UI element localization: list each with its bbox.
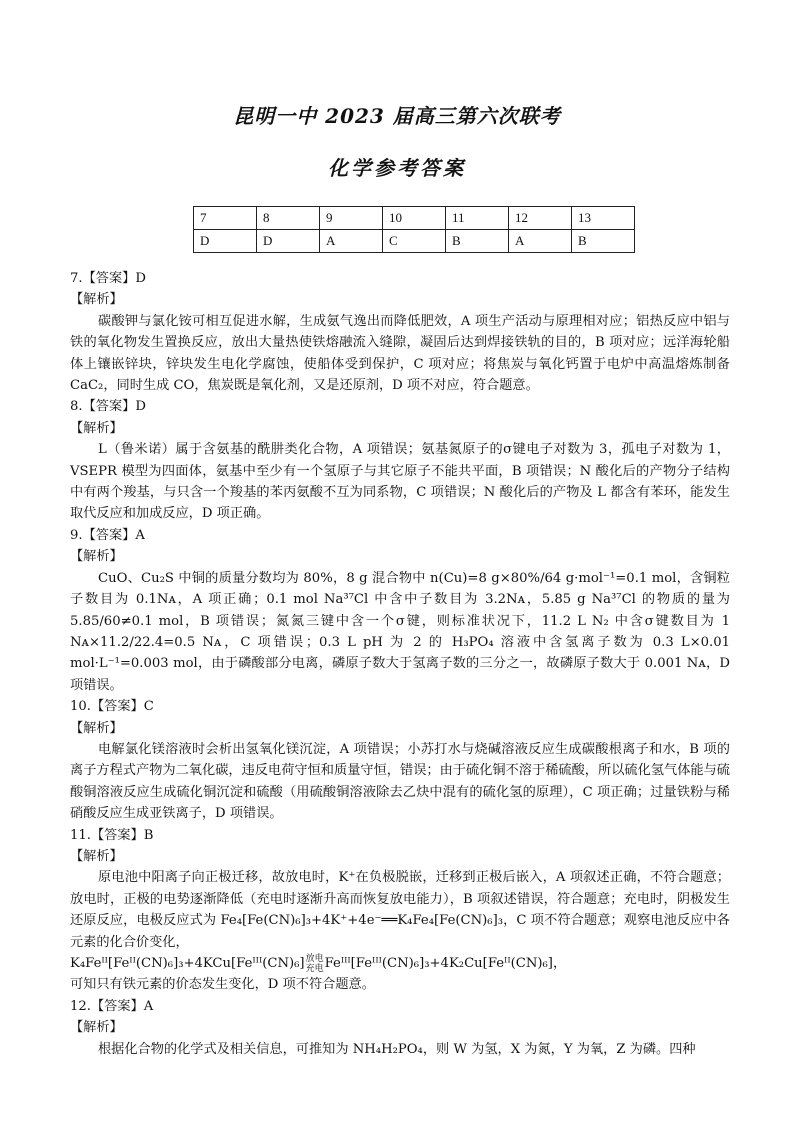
table-cell: 12 [509,207,572,230]
reaction-condition [306,954,324,974]
condition-charge: 充电 [305,963,324,974]
condition-discharge: 放电 [305,953,324,964]
table-cell: B [446,230,509,253]
analysis-label: 【解析】 [70,720,123,736]
page-subtitle: 化学参考答案 [328,156,466,180]
analysis-text: 电解氯化镁溶液时会析出氢氧化镁沉淀，A 项错误；小苏打水与烧碱溶液反应生成碳酸根离子和水，B 项的离子方程式产物为二氧化碳，违反电荷守恒和质量守恒，错误；由于硫化铜不溶于稀硫酸，所以硫化氢气体能与硫酸铜溶液反应生成硫化铜沉淀和硫酸（用硫酸铜溶液除去乙炔中混有的硫化氢的原理），C 项正确；过量铁粉与稀硝酸反应生成亚铁离子，D 项错误。 [70,741,730,822]
table-cell: D [257,230,320,253]
table-cell: A [320,230,383,253]
table-cell: B [572,230,635,253]
analysis-text: L（鲁米诺）属于含氨基的酰肼类化合物，A 项错误；氨基氮原子的σ键电子对数为 3，孤电子对数为 1，VSEPR 模型为四面体，氨基中至少有一个氢原子与其它原子不能共平面，B 项错误；N 酸化后的产物分子结构中有两个羧基，与只含一个羧基的苯丙氨酸不互为同系物，C 项错误；N 酸化后的产物及 L 都含有苯环，能发生取代反应和加成反应，D 项正确。 [70,442,730,522]
analysis-text: 原电池中阳离子向正极迁移，故放电时，K⁺在负极脱嵌，迁移到正极后嵌入，A 项叙述正确，不符合题意；放电时，正极的电势逐渐降低（充电时逐渐升高而恢复放电能力），B 项叙述错误，符合题意；充电时，阴极发生还原反应，电极反应式为 Fe₄[Fe(CN)₆]₃+4K⁺+4e⁻══K₄Fe₄[Fe(CN)₆]₃，C 项不符合题意；观察电池反应中各元素的化合价变化， [70,870,730,950]
table-cell: A [509,230,572,253]
analysis-label: 【解析】 [70,1020,123,1036]
table-cell: C [383,230,446,253]
analysis-label: 【解析】 [70,420,123,436]
equation-left: K₄Feᴵᴵ[Feᴵᴵ(CN)₆]₃+4KCu[Feᴵᴵᴵ(CN)₆] [70,956,305,971]
answer-table-question-row [194,207,635,230]
answer-explanations [70,268,730,1060]
analysis-text: CuO、Cu₂S 中铜的质量分数均为 80%，8 g 混合物中 n(Cu)=8 g×80%/64 g·mol⁻¹=0.1 mol，含铜粒子数目为 0.1Nᴀ，A 项正确；0.1 mol Na³⁷Cl 中含中子数目为 3.2Nᴀ，5.85 g Na³⁷Cl 的物质的量为 5.85/60≠0.1 mol，B 项错误；氮氮三键中含一个σ键，则标准状况下，11.2 L N₂ 中含σ键数目为 1 Nᴀ×11.2/22.4=0.5 Nᴀ，C 项错误；0.3 L pH 为 2 的 H₃PO₄ 溶液中含氢离子数为 0.3 L×0.01 mol·L⁻¹=0.003 mol，由于磷酸部分电离，磷原子数大于氢离子数的三分之一，故磷原子数大于 0.001 Nᴀ，D 项错误。 [70,570,730,693]
answer-heading: 10.【答案】C [70,699,154,715]
table-cell: D [194,230,257,253]
table-cell: 7 [194,207,257,230]
equation-right: Feᴵᴵᴵ[Feᴵᴵᴵ(CN)₆]₃+4K₂Cu[Feᴵᴵ(CN)₆]， [324,956,567,971]
table-cell: 10 [383,207,446,230]
answer-heading: 11.【答案】B [70,827,154,843]
answer-table-answer-row [194,230,635,253]
answer-heading: 12.【答案】A [70,998,154,1014]
answer-heading: 7.【答案】D [70,271,146,286]
analysis-text: 碳酸钾与氯化铵可相互促进水解，生成氨气逸出而降低肥效，A 项生产活动与原理相对应；铝热反应中铝与铁的氧化物发生置换反应，放出大量热使铁熔融流入缝隙，凝固后达到焊接铁轨的目的，B 项对应；远洋海轮船体上镶嵌锌块，锌块发生电化学腐蚀，使船体受到保护，C 项对应；将焦炭与氧化钙置于电炉中高温熔炼制备 CaC₂，同时生成 CO，焦炭既是氧化剂，又是还原剂，D 项不对应，符合题意。 [70,313,730,394]
analysis-label: 【解析】 [70,549,123,565]
analysis-text-tail: 可知只有铁元素的价态发生变化，D 项不符合题意。 [70,977,375,993]
page-title: 昆明一中 2023 届高三第六次联考 [233,104,561,128]
analysis-text: 根据化合物的化学式及相关信息，可推知为 NH₄H₂PO₄，则 W 为氢，X 为氮，Y 为氧，Z 为磷。四种 [98,1041,696,1057]
analysis-label: 【解析】 [70,292,123,308]
answer-table [193,206,635,253]
table-cell: 13 [572,207,635,230]
answer-heading: 9.【答案】A [70,527,145,543]
table-cell: 9 [320,207,383,230]
table-cell: 8 [257,207,320,230]
answer-heading: 8.【答案】D [70,399,146,415]
table-cell: 11 [446,207,509,230]
battery-reaction-equation [70,953,730,974]
analysis-label: 【解析】 [70,848,123,864]
